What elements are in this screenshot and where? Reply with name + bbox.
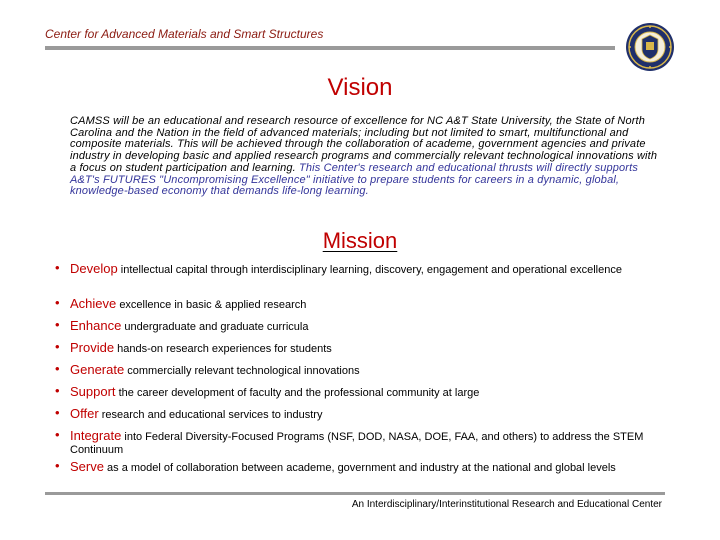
mission-item-offer (55, 407, 655, 422)
mission-text: undergraduate and graduate curricula (124, 321, 309, 333)
bullet-icon: • (55, 383, 60, 398)
bullet-icon: • (55, 295, 60, 310)
mission-item-enhance (55, 319, 655, 334)
mission-text: as a model of collaboration between academe, government and industry at the national and global levels (107, 462, 616, 474)
vision-text: CAMSS will be an educational and research resource of excellence for NC A&T State University, the State of North Carolina and the Nation in the field of advanced materials; including but not limited to smart, multifunctional and composite materials. This will be achieved through the collaboration of academe, government agencies and private industry in developing basic and applied research programs and commercially relevant technological innovations with a focus on student participation and learning. (70, 115, 658, 174)
mission-item-support (55, 385, 655, 400)
university-seal-icon (625, 22, 675, 72)
vision-text-highlight: This Center's research and educational thrusts will directly supports A&T's FUTURES "Uncompromising Excellence" initiative to prepare students for careers in a dynamic, global, knowledge-based economy that demands life-long learning. (70, 161, 638, 198)
mission-keyword: Enhance (70, 318, 122, 333)
vision-heading: Vision (327, 74, 393, 101)
bullet-icon: • (55, 458, 60, 473)
mission-item-integrate (55, 429, 655, 457)
mission-keyword: Integrate (70, 428, 122, 443)
mission-keyword: Support (70, 384, 116, 399)
mission-text: commercially relevant technological innovations (127, 365, 360, 377)
mission-text: into Federal Diversity-Focused Programs (NSF, DOD, NASA, DOE, FAA, and others) to address the STEM Continuum (70, 431, 644, 456)
mission-keyword: Serve (70, 459, 104, 474)
mission-keyword: Provide (70, 340, 115, 355)
mission-heading: Mission (322, 228, 398, 253)
mission-keyword: Generate (70, 362, 125, 377)
footer-divider (45, 492, 665, 495)
mission-text: intellectual capital through interdisciplinary learning, discovery, engagement and operational excellence (120, 264, 622, 276)
mission-keyword: Develop (70, 261, 118, 276)
mission-keyword: Achieve (70, 296, 117, 311)
mission-item-achieve (55, 297, 655, 312)
bullet-icon: • (55, 260, 60, 275)
mission-item-provide (55, 341, 655, 356)
bullet-icon: • (55, 361, 60, 376)
mission-text: research and educational services to industry (101, 409, 323, 421)
vision-statement (70, 116, 660, 198)
bullet-icon: • (55, 427, 60, 442)
bullet-icon: • (55, 317, 60, 332)
mission-item-generate (55, 363, 655, 378)
mission-text: the career development of faculty and the professional community at large (118, 387, 480, 399)
bullet-icon: • (55, 405, 60, 420)
footer-tagline: An Interdisciplinary/Interinstitutional Research and Educational Center (351, 499, 662, 510)
mission-text: excellence in basic & applied research (119, 299, 307, 311)
mission-item-serve (55, 460, 655, 475)
header-divider (45, 46, 615, 50)
bullet-icon: • (55, 339, 60, 354)
mission-text: hands-on research experiences for students (117, 343, 332, 355)
mission-keyword: Offer (70, 406, 99, 421)
header-title: Center for Advanced Materials and Smart Structures (45, 27, 324, 41)
mission-item-develop (55, 262, 655, 277)
